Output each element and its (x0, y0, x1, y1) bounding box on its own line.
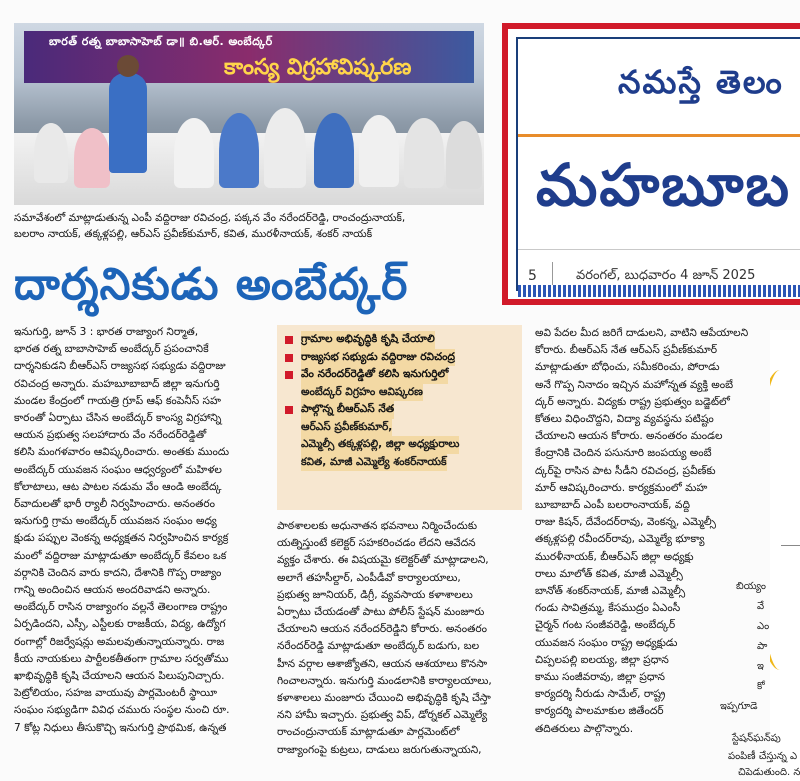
highlight-item (285, 401, 514, 419)
caption-line: సమావేశంలో మాట్లాడుతున్న ఎంపీ వద్దిరాజు రవిచంద్ర, పక్కన వేం నరేందర్‌రెడ్డి, రాంచంద్రునాయక్, (14, 212, 406, 224)
article-line: ఖాభివృద్ధికి కృషి చేయాలని ఆయన పిలుపునిచ్చారు. (14, 670, 225, 683)
attendee (219, 113, 259, 188)
adjacent-article-line: పా (757, 641, 768, 652)
article-line: యువజన సంఘం రాష్ట్ర అధ్యక్షుడు (535, 636, 678, 649)
highlight-text: పాల్గొన్న బీఆర్ఎస్ నేత (301, 401, 394, 419)
article-line: రాజు కిషన్, దేవేందర్‌రావు, వెంకన్న, ఎమ్మెల్సీ (535, 516, 716, 529)
article-line: కోలాటాలు, ఆట పాటల నడుమ వేం ఆండి అంబేద్క (14, 480, 222, 493)
article-line: వర్గానికి చెందిన వారు కాదని, దేశానికి గొప్ప రాజ్యాం (14, 566, 222, 579)
article-line: అనే గొప్ప నినాదం ఇచ్చిన మహోన్నత వ్యక్తి అంబే (535, 378, 734, 391)
strip-divider (781, 545, 800, 546)
bullet-square-icon (285, 406, 293, 414)
adjacent-article-line: కో (757, 681, 765, 692)
attendee (404, 118, 444, 188)
article-line: మాట్లాడుతూ బోధించు, సమీకరించు, పోరాడు (535, 361, 720, 374)
article-line: మండల కేంద్రంలో గాయత్రి గ్రూప్ ఆఫ్ కంపెనీస్ సహ (14, 394, 221, 407)
adjacent-article-line: పంపిణీ చేస్తున్న ఎ (728, 751, 798, 762)
article-line: కార్యదర్శి పాలమాకుల జితేందర్ (535, 705, 664, 718)
masthead-frame (516, 37, 800, 291)
article-line: ఏర్పాటు చేయడంతో పాటు పోలీస్ స్టేషన్ మంజూరు (277, 606, 485, 619)
news-photo (14, 23, 484, 205)
masthead-divider (518, 134, 800, 137)
article-line: కీయ నాయకులు పార్టీలకతీతంగా గ్రామాల సర్వతోము (14, 652, 229, 665)
highlight-text-continued: ఎమ్మెల్సీ తక్కళ్లపల్లి, జిల్లా అధ్యక్షురాలు (285, 436, 514, 454)
article-line: రంగాల్లో రిజర్వేషన్లు అమలవుతున్నాయన్నారు. రాజ (14, 635, 225, 648)
article-line: ఇనుగుర్తి గ్రామ అంబేద్కర్ యువజన సంఘం అధ్య (14, 515, 217, 528)
article-line: మురళీనాయక్, బీఆర్ఎస్ జిల్లా అధ్యక్షు (535, 550, 694, 563)
caption-line: బలరాం నాయక్, తక్కళ్లపల్లి, ఆర్ఎస్ ప్రవీణ్‌కుమార్, కవిత, మురళీనాయక్, శంకర్ నాయక్ (14, 228, 373, 240)
decorative-curve (770, 370, 800, 670)
highlight-item (285, 331, 514, 349)
highlights-box (277, 325, 522, 510)
article-line: కార్యదర్శి నీరుడు సామేల్, రాష్ట్ర (535, 688, 666, 701)
masthead (502, 23, 800, 305)
article-line: యత్నిస్తుంటే కలెక్టర్ సహకరించడం లేదని ఆవేదన (277, 537, 476, 550)
article-line: క్షుడు పప్పుల వెంకన్న అధ్యక్షతన నిర్వహించిన కార్యక్ర (14, 532, 229, 545)
article-line: ఏర్పడిందని, ఎస్సీ, ఎస్టీలకు రాజకీయ, విద్య, ఉద్యోగ (14, 618, 226, 631)
article-line: మార్ ఆవిష్కరించారు. కార్యక్రమంలో మహ (535, 481, 708, 494)
article-line: భారత రత్న బాబాసాహెబ్ అంబేద్కర్ ప్రపంచానికే (14, 343, 209, 356)
article-line: దార్శనికుడని బీఆర్ఎస్ రాజ్యసభ సభ్యుడు వద్దిరాజు (14, 360, 226, 373)
adjacent-article-line: ఎం (757, 621, 770, 632)
article-line: ద్కర్‌పై రాసిన పాట సీడీని రవిచంద్ర, ప్రవీణ్‌కు (535, 464, 716, 477)
article-line: రాంచంద్రునాయక్ మాట్లాడుతూ పార్లమెంట్‌లో (277, 726, 460, 739)
highlight-text: వేం నరేందర్‌రెడ్డితో కలిసి ఇనుగుర్తిలో (301, 366, 448, 384)
banner-title: కాంస్య విగ్రహావిష్కరణ (224, 55, 412, 80)
dateline-bar (518, 249, 800, 297)
attendee (446, 121, 482, 189)
adjacent-article-line: ఇ (757, 661, 764, 672)
highlight-text: రాజ్యసభ సభ్యుడు వద్దిరాజు రవిచంద్ర (301, 349, 455, 367)
article-line: చైర్మన్ గంట సంజీవరెడ్డి, అంబేద్కర్ (535, 619, 676, 632)
article-line: అవి పేదల మీద జరిగే దాడులని, వాటిని ఆపేయాలని (535, 327, 749, 339)
highlight-text: గ్రామాల అభివృద్ధికి కృషి చేయాలి (301, 331, 435, 349)
attendee (174, 118, 214, 188)
highlight-item (285, 366, 514, 384)
bullet-square-icon (285, 371, 293, 379)
article-line: ప్రభుత్వ జూనియర్, డిగ్రీ, వ్యవసాయ కళాశాలలు (277, 588, 473, 601)
article-line: చిప్పలపల్లి ఐలయ్య, జిల్లా ప్రధాన (535, 653, 669, 666)
banner-text: బారత్ రత్న బాబాసాహెబ్ డా॥ బి.ఆర్. అంబేద్కర్ (49, 35, 273, 48)
article-line: గాన్ని అందించిన ఆయన అందరివాడని అన్నారు. (14, 584, 211, 597)
article-line: తక్కళ్లపల్లి రవీందర్‌రావు, ఎమ్మెల్యే భూక్యా (535, 533, 705, 546)
highlight-item (285, 349, 514, 367)
attendee (359, 115, 399, 187)
attendee (74, 128, 110, 188)
adjacent-article-strip (770, 330, 800, 781)
article-line: చేయాలని ఆయన కోరారు. అనంతరం మండల (535, 430, 723, 443)
article-line: గండు సావిత్రమ్మ, కేసముద్రం ఏఎంసీ (535, 602, 681, 615)
highlight-text-continued: కవిత, మాజీ ఎమ్మెల్యే శంకర్‌నాయక్ (285, 454, 514, 472)
article-line: అలాగే తహసీల్దార్, ఎంపీడీవో కార్యాలయాలు, (277, 571, 461, 584)
page-number: 5 (528, 268, 537, 284)
article-line: కారంతో ఏర్పాటు చేసిన అంబేద్కర్ కాంస్య విగ్రహాన్ని (14, 412, 222, 425)
highlight-text-continued: ఆర్ఎస్ ప్రవీణ్‌కుమార్, (285, 419, 514, 437)
article-line: వ్యక్తం చేశారు. ఈ విషయమై కలెక్టర్‌తో మాట్లాడాలని, (277, 554, 489, 567)
dateline: వరంగల్, బుధవారం 4 జూన్ 2025 (576, 268, 756, 283)
bullet-square-icon (285, 354, 293, 362)
highlight-text-continued: అంబేద్కర్ విగ్రహం ఆవిష్కరణ (285, 384, 514, 402)
article-line: తదితరులు పాల్గొన్నారు. (535, 722, 634, 735)
article-column-2 (277, 518, 527, 759)
article-line: చేయాలని ఆయన నరేందర్‌రెడ్డిని కోరారు. అనంతరం (277, 623, 488, 636)
article-line: మంలో వద్దిరాజు మాట్లాడుతూ అంబేద్కర్ కేవలం ఒక (14, 549, 227, 562)
attendee (314, 113, 354, 188)
article-column-3 (535, 325, 768, 738)
article-line: ఇనుగుర్తి, జూన్ 3 : భారత రాజ్యాంగ నిర్మాత, (14, 326, 199, 338)
article-column-1 (14, 324, 269, 737)
article-line: ఆయన ప్రభుత్వ సలహాదారు వేం నరేందర్‌రెడ్డితో (14, 429, 207, 442)
adjacent-article-line: ఇప్పగూడె (720, 701, 758, 712)
attendee (264, 108, 306, 188)
article-line: నరేందర్‌రెడ్డి మాట్లాడుతూ అంబేద్కర్ బడుగు, బల (277, 640, 480, 653)
article-line: కలిసి మంగళవారం ఆవిష్కరించారు. అంతకు ముందు (14, 446, 230, 459)
article-line: అంబేద్కర్ యువజన సంఘం ఆధ్వర్యంలో మహిళల (14, 463, 222, 476)
article-line: కాము సంజీవరావు, జిల్లా ప్రధాన (535, 671, 665, 684)
bullet-square-icon (285, 336, 293, 344)
article-line: సంఘం సభ్యుడిగా వివిధ చమురు సంస్థల నుంచి రూ. (14, 704, 230, 717)
article-line: ర్‌వాదులతో భారీ ర్యాలీ నిర్వహించారు. అనంతరం (14, 498, 215, 511)
stage-banner (24, 31, 474, 83)
newspaper-name: నమస్తే తెలం (618, 63, 784, 101)
photo-caption (14, 210, 486, 242)
adjacent-article-line: వే (757, 601, 765, 612)
article-line: అంబేద్కర్ రాసిన రాజ్యాంగం వల్లనే తెలంగాణ రాష్ట్రం (14, 601, 228, 614)
article-line: గించాలన్నారు. ఇనుగుర్తి మండలానికి కార్యాలయాలు, (277, 674, 492, 687)
edition-title: మహబూబ (536, 151, 792, 219)
adjacent-article-line: స్టేషన్‌ఘన్‌పు (732, 733, 781, 744)
article-line: రాజ్యాంగంపై కుట్రలు, దాడులు జరుగుతున్నాయని, (277, 743, 482, 756)
speaker-figure (109, 73, 147, 173)
article-line: నని హామీ ఇచ్చారు. ప్రభుత్వ విప్, డోర్నకల్ ఎమ్మెల్యే (277, 709, 488, 722)
article-line: 7 కోట్ల నిధులు తీసుకొచ్చి ఇనుగుర్తి ప్రాథమిక, ఉన్నత (14, 721, 227, 734)
article-line: బూబాబాద్ ఎంపీ బలరాంనాయక్, వద్ది (535, 499, 690, 512)
article-line: హీన వర్గాల ఆశాజ్యోతని, ఆయన ఆశయాలు కొనసా (277, 657, 488, 670)
adjacent-article-line: చిపెడుతుంది. న (738, 767, 800, 778)
masthead-stripes (518, 285, 800, 297)
article-line: కళాశాలలు మంజూరు చేయించి అభివృద్ధికి కృషి చేస్తా (277, 692, 491, 705)
article-line: రాలు మాలోత్ కవిత, మాజీ ఎమ్మెల్సీ (535, 567, 683, 580)
article-line: కేంద్రానికి చెందిన పసునూరి జంపయ్య అంబే (535, 447, 712, 460)
article-line: కోతలు విధించొద్దని, విద్యా వ్యవస్థను పటిష్టం (535, 413, 714, 426)
headline: దార్శనికుడు అంబేద్కర్ (14, 259, 409, 310)
article-line: పాఠశాలలకు అధునాతన భవనాలు నిర్మించేందుకు (277, 520, 478, 532)
article-line: రవిచంద్ర అన్నారు. మహబూబాబాద్ జిల్లా ఇనుగుర్తి (14, 377, 220, 390)
article-line: బానోత్ శంకర్‌నాయక్, మాజీ ఎమ్మెల్సీ (535, 585, 686, 598)
article-line: ద్కర్ అన్నారు. విద్యకు రాష్ట్ర ప్రభుత్వం బడ్జెట్‌లో (535, 395, 730, 408)
attendee (34, 123, 68, 183)
article-line: కోరారు. బీఆర్ఎస్ నేత ఆర్ఎస్ ప్రవీణ్‌కుమార్ (535, 344, 718, 357)
adjacent-article-line: బియ్యం (736, 581, 766, 592)
article-line: పెట్రోలియం, సహజ వాయువు పార్లమెంటరీ స్థాయీ (14, 687, 218, 700)
